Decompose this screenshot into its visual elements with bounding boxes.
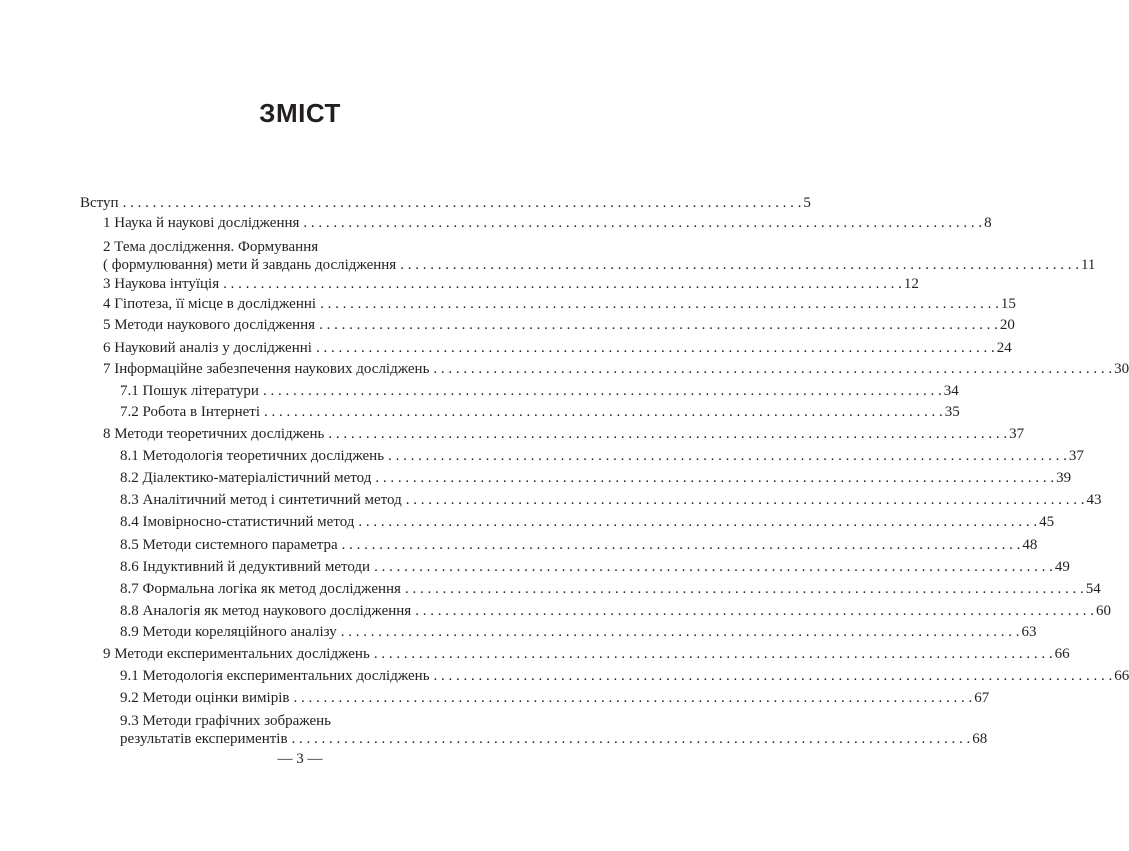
toc-entry-title: 8.4 Імовірносно-статистичний метод (120, 514, 355, 530)
toc-dot-leader (320, 296, 999, 313)
toc-entry[interactable] (120, 581, 1101, 598)
toc-entry[interactable] (80, 195, 811, 212)
toc-page-number: 37 (1068, 448, 1084, 464)
toc-dot-leader (341, 624, 1020, 641)
toc-entry[interactable] (120, 537, 1038, 554)
toc-dot-leader (328, 426, 1007, 443)
toc-entry-title: 9.1 Методологія експериментальних досліджень (120, 668, 430, 684)
toc-entry[interactable] (120, 383, 959, 400)
page-title: ЗМІСТ (259, 98, 341, 128)
toc-dot-leader (405, 581, 1084, 598)
toc-dot-leader (292, 731, 971, 748)
toc-page-number: 43 (1086, 492, 1102, 508)
toc-entry-title: 8.3 Аналітичний метод і синтетичний метод (120, 492, 402, 508)
toc-dot-leader (319, 317, 998, 334)
toc-entry-title: 2 Тема дослідження. Формування (103, 239, 319, 255)
toc-page-number: 34 (943, 383, 959, 399)
toc-page-number: 66 (1114, 668, 1129, 684)
toc-entry-title: 7.2 Робота в Інтернеті (120, 404, 261, 420)
toc-entry-title: 9.2 Методи оцінки вимірів (120, 690, 290, 706)
toc-dot-leader (388, 448, 1067, 465)
toc-page-number: 15 (1000, 296, 1016, 312)
toc-page-number: 35 (944, 404, 960, 420)
toc-entry-title: 8.9 Методи кореляційного аналізу (120, 624, 337, 640)
toc-entry[interactable] (120, 624, 1037, 641)
toc-entry-title: 7 Інформаційне забезпечення наукових досліджень (103, 361, 430, 377)
toc-entry[interactable] (103, 646, 1070, 663)
toc-entry-title: 9 Методи експериментальних досліджень (103, 646, 370, 662)
toc-dot-leader (434, 668, 1113, 685)
toc-entry[interactable] (103, 257, 1096, 274)
toc-dot-leader (293, 690, 972, 707)
toc-entry[interactable] (103, 317, 1015, 334)
toc-entry[interactable] (120, 470, 1072, 487)
toc-page-number: 39 (1056, 470, 1072, 486)
toc-entry-title: 8 Методи теоретичних досліджень (103, 426, 325, 442)
toc-entry-title: 8.1 Методологія теоретичних досліджень (120, 448, 385, 464)
toc-dot-leader (223, 276, 902, 293)
toc-entry-title: 8.8 Аналогія як метод наукового дослідження (120, 603, 412, 619)
toc-entry[interactable] (120, 404, 960, 421)
toc-page-number: 11 (1080, 257, 1096, 273)
toc-dot-leader (342, 537, 1021, 554)
toc-page-number: 24 (996, 340, 1012, 356)
toc-entry[interactable] (120, 731, 988, 748)
toc-entry[interactable] (103, 296, 1016, 313)
toc-page-number: 45 (1039, 514, 1055, 530)
toc-page-number: 20 (999, 317, 1015, 333)
toc-dot-leader (375, 470, 1054, 487)
toc-entry[interactable] (103, 276, 919, 293)
toc-page-number: 8 (984, 215, 992, 231)
toc-entry-title: 3 Наукова інтуїція (103, 276, 220, 292)
toc-page-number: 30 (1114, 361, 1129, 377)
toc-page-number: 60 (1095, 603, 1111, 619)
toc-entry[interactable] (103, 215, 992, 232)
toc-page-number: 67 (974, 690, 990, 706)
toc-dot-leader (400, 257, 1079, 274)
toc-entry[interactable] (120, 448, 1084, 465)
toc-page-number: 37 (1009, 426, 1025, 442)
toc-entry-title: 8.2 Діалектико-матеріалістичний метод (120, 470, 372, 486)
toc-dot-leader (406, 492, 1085, 509)
toc-entry[interactable] (103, 361, 1129, 378)
toc-dot-leader (263, 383, 942, 400)
toc-dot-leader (415, 603, 1094, 620)
toc-entry[interactable] (120, 559, 1070, 576)
toc-dot-leader (123, 195, 802, 212)
toc-entry-title: 5 Методи наукового дослідження (103, 317, 316, 333)
toc-dot-leader (358, 514, 1037, 531)
toc-dot-leader (433, 361, 1112, 378)
toc-page-number: 63 (1021, 624, 1037, 640)
toc-page-number: 49 (1054, 559, 1070, 575)
toc-dot-leader (264, 404, 943, 421)
toc-dot-leader (303, 215, 982, 232)
toc-entry-title: 4 Гіпотеза, її місце в дослідженні (103, 296, 317, 312)
toc-entry[interactable] (120, 514, 1055, 531)
toc-entry-title: 9.3 Методи графічних зображень (120, 713, 331, 729)
toc-page-number: 66 (1054, 646, 1070, 662)
toc-entry-title: 6 Науковий аналіз у дослідженні (103, 340, 312, 356)
toc-entry[interactable] (120, 603, 1111, 620)
toc-entry-title: 8.7 Формальна логіка як метод дослідження (120, 581, 401, 597)
toc-entry-title: 8.6 Індуктивний й дедуктивний методи (120, 559, 371, 575)
toc-page-number: 54 (1085, 581, 1101, 597)
toc-dot-leader (374, 646, 1053, 663)
toc-page-number: 68 (972, 731, 988, 747)
toc-entry-title: результатів експериментів (120, 731, 288, 747)
toc-entry[interactable] (103, 340, 1012, 357)
toc-entry-title: 8.5 Методи системного параметра (120, 537, 338, 553)
toc-entry[interactable] (120, 668, 1129, 685)
toc-page-number: 48 (1022, 537, 1038, 553)
toc-dot-leader (374, 559, 1053, 576)
toc-dot-leader (316, 340, 995, 357)
toc-entry-title: ( формулювання) мети й завдань дослідження (103, 257, 397, 273)
toc-entry[interactable] (120, 492, 1102, 509)
toc-entry[interactable] (120, 690, 990, 707)
toc-page-number: 12 (903, 276, 919, 292)
toc-page-number: 5 (803, 195, 811, 211)
toc-entry-title: 7.1 Пошук літератури (120, 383, 259, 399)
page-number: — 3 — (277, 751, 323, 767)
toc-entry[interactable] (103, 426, 1025, 443)
toc-entry-title: 1 Наука й наукові дослідження (103, 215, 300, 231)
toc-entry-title: Вступ (80, 195, 119, 211)
